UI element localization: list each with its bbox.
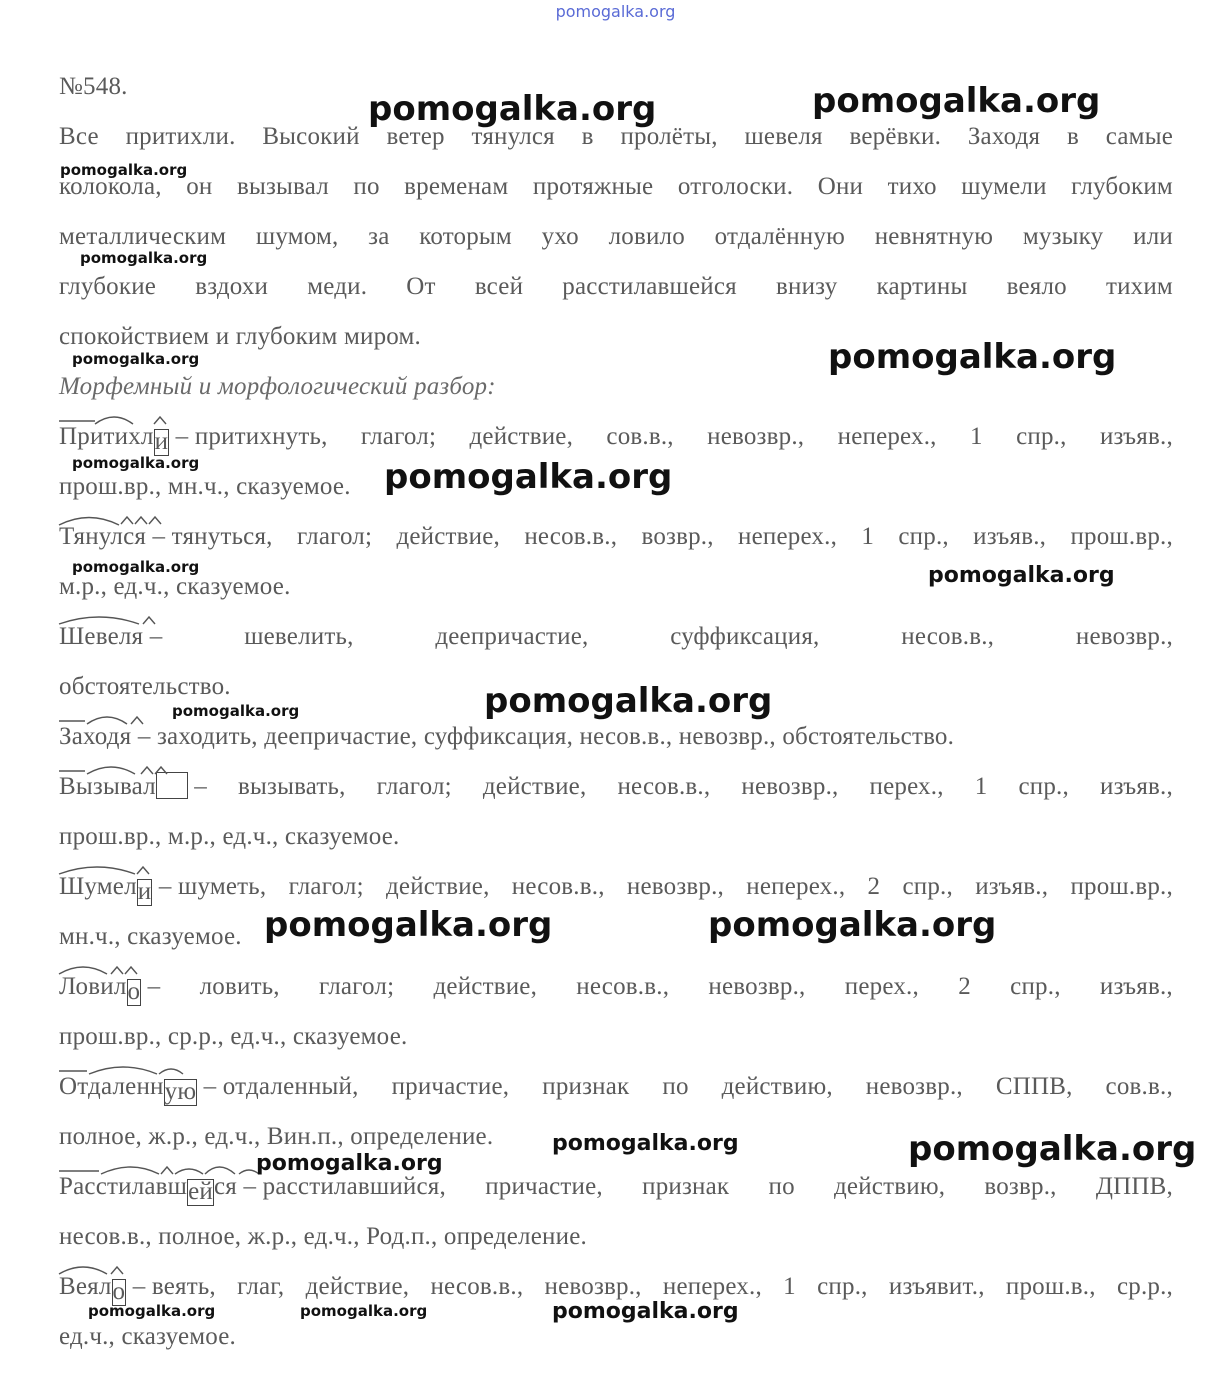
- watermark: pomogalka.org: [256, 1151, 443, 1176]
- word: ср.р.,: [1116, 1273, 1173, 1300]
- word: глагол;: [376, 773, 452, 800]
- word: временам: [404, 173, 509, 200]
- analysis-line: [59, 1222, 1173, 1252]
- word: суффиксация,: [670, 623, 820, 650]
- postfix: ся: [214, 1173, 238, 1200]
- watermark: pomogalka.org: [384, 457, 673, 497]
- analysis-line: [59, 522, 1173, 552]
- word: он: [186, 173, 213, 200]
- analyzed-word: [59, 1172, 237, 1206]
- word: – шуметь,: [158, 873, 267, 900]
- paragraph-line: [59, 172, 1173, 202]
- word: глаг,: [237, 1273, 285, 1300]
- word: прош.вр.,: [1070, 523, 1173, 550]
- word: [59, 1072, 359, 1106]
- word: по: [768, 1173, 795, 1200]
- word: ветер: [386, 123, 445, 150]
- analyzed-word: [59, 972, 141, 1006]
- word-stem: Притихл: [59, 423, 154, 450]
- word: верёвки.: [849, 123, 942, 150]
- word: спокойствием и глубоким миром.: [59, 323, 421, 350]
- word: СППВ,: [995, 1073, 1073, 1100]
- paragraph-line: [59, 272, 1173, 302]
- watermark: pomogalka.org: [828, 337, 1117, 377]
- analyzed-word: [59, 622, 143, 652]
- word: пролёты,: [620, 123, 718, 150]
- word: по: [353, 173, 380, 200]
- word: – заходить, деепричастие, суффиксация, несов.в., невозвр., обстоятельство.: [131, 723, 955, 750]
- word: невозвр.,: [865, 1073, 963, 1100]
- watermark: pomogalka.org: [72, 558, 200, 576]
- word: внизу: [776, 273, 838, 300]
- word: признак: [642, 1173, 730, 1200]
- word: глубокие: [59, 273, 157, 300]
- word: несов.в., полное, ж.р., ед.ч., Род.п., определение.: [59, 1223, 587, 1250]
- word: по: [662, 1073, 689, 1100]
- word: прош.вр., м.р., ед.ч., сказуемое.: [59, 823, 400, 850]
- word: [59, 972, 160, 1006]
- word: отдалённую: [714, 223, 845, 250]
- analysis-line: [59, 622, 1173, 652]
- watermark: pomogalka.org: [172, 702, 300, 720]
- watermark: pomogalka.org: [812, 81, 1101, 121]
- word: возвр.,: [984, 1173, 1057, 1200]
- word: всей: [474, 273, 524, 300]
- watermark: pomogalka.org: [908, 1129, 1197, 1169]
- word-stem: Вызывал: [59, 773, 156, 800]
- word: От: [406, 273, 436, 300]
- word: 1: [861, 523, 875, 550]
- word: неперех.,: [738, 523, 838, 550]
- analysis-line: [59, 1322, 1173, 1352]
- word: неперех.,: [746, 873, 846, 900]
- word: ед.ч., сказуемое.: [59, 1323, 237, 1350]
- analyzed-word: [59, 1072, 197, 1106]
- word-stem: Ловил: [59, 973, 127, 1000]
- word: невозвр.,: [626, 873, 724, 900]
- analyzed-word: [59, 422, 169, 456]
- word: глубоким: [1071, 173, 1173, 200]
- word: несов.в.,: [524, 523, 618, 550]
- analysis-line: [59, 1072, 1173, 1106]
- word: действие,: [469, 423, 574, 450]
- word: прош.вр., ср.р., ед.ч., сказуемое.: [59, 1023, 408, 1050]
- word: –: [147, 973, 161, 1000]
- word-stem: Веял: [59, 1273, 112, 1300]
- word: м.р., ед.ч., сказуемое.: [59, 573, 291, 600]
- word: Все: [59, 123, 99, 150]
- watermark: pomogalka.org: [60, 161, 188, 179]
- ending-box: о: [127, 978, 141, 1005]
- word-stem: Тянулся: [59, 523, 147, 550]
- ending-box: ую: [164, 1078, 197, 1105]
- word: изъяв.,: [973, 523, 1047, 550]
- word: вызывать,: [238, 773, 346, 800]
- word: шумом,: [255, 223, 339, 250]
- analysis-line: [59, 772, 1173, 802]
- word: колокола,: [59, 173, 162, 200]
- word: полное, ж.р., ед.ч., Вин.п., определение.: [59, 1123, 494, 1150]
- word: или: [1133, 223, 1173, 250]
- word: прош.вр., мн.ч., сказуемое.: [59, 473, 351, 500]
- word: Заходя: [967, 123, 1041, 150]
- word: металлическим: [59, 223, 227, 250]
- word: действие,: [396, 523, 500, 550]
- word: неперех.,: [662, 1273, 762, 1300]
- ending-box: и: [154, 428, 169, 455]
- word: изъяв.,: [1100, 773, 1173, 800]
- word: прош.вр.,: [1070, 873, 1173, 900]
- word: несов.в.,: [617, 773, 711, 800]
- word: Высокий: [262, 123, 360, 150]
- word: действию,: [721, 1073, 833, 1100]
- word: – тянуться,: [152, 523, 273, 550]
- word: невозвр.,: [544, 1273, 642, 1300]
- word: изъяв.,: [1099, 423, 1173, 450]
- word: [59, 1172, 446, 1206]
- word: [59, 872, 266, 906]
- watermark: pomogalka.org: [80, 249, 208, 267]
- word: – веять,: [132, 1273, 216, 1300]
- analyzed-word: [59, 1272, 126, 1306]
- analysis-line: [59, 822, 1173, 852]
- word: – притихнуть,: [175, 423, 328, 450]
- word: –: [149, 623, 163, 650]
- word: невозвр.,: [707, 423, 805, 450]
- word: действие,: [482, 773, 587, 800]
- word: невозвр.,: [1075, 623, 1173, 650]
- word: глагол;: [296, 523, 373, 550]
- word: ловило: [608, 223, 685, 250]
- analysis-line: [59, 422, 1173, 456]
- word: шевелить,: [244, 623, 354, 650]
- word: – отдаленный,: [203, 1073, 359, 1100]
- word-stem: Расстилавш: [59, 1173, 188, 1200]
- watermark: pomogalka.org: [88, 1302, 216, 1320]
- word: несов.в.,: [576, 973, 670, 1000]
- word: отголоски.: [677, 173, 794, 200]
- word: изъяв.,: [975, 873, 1049, 900]
- word: перех.,: [869, 773, 944, 800]
- word: перех.,: [844, 973, 919, 1000]
- analyzed-word: [59, 723, 131, 750]
- word: спр.,: [1016, 423, 1067, 450]
- watermark: pomogalka.org: [264, 905, 553, 945]
- watermark: pomogalka.org: [72, 350, 200, 368]
- word: действию,: [834, 1173, 946, 1200]
- word: глагол;: [288, 873, 364, 900]
- word: прош.в.,: [1005, 1273, 1096, 1300]
- word: причастие,: [391, 1073, 510, 1100]
- word-stem: Шевеля: [59, 623, 144, 650]
- word: изъявит.,: [888, 1273, 985, 1300]
- watermark: pomogalka.org: [552, 1131, 739, 1156]
- word: притихли.: [125, 123, 236, 150]
- word: невозвр.,: [708, 973, 806, 1000]
- word: спр.,: [817, 1273, 868, 1300]
- word: причастие,: [485, 1173, 603, 1200]
- word: несов.в.,: [511, 873, 605, 900]
- exercise-number: №548.: [59, 73, 128, 100]
- word: глагол;: [360, 423, 437, 450]
- word: [59, 522, 273, 552]
- word: –: [194, 773, 207, 800]
- analysis-line: [59, 1022, 1173, 1052]
- ending-box: о: [112, 1278, 126, 1305]
- word: тихим: [1105, 273, 1173, 300]
- word: несов.в.,: [430, 1273, 524, 1300]
- word: картины: [876, 273, 968, 300]
- word: ухо: [541, 223, 579, 250]
- word: действие,: [305, 1273, 410, 1300]
- word: спр.,: [1018, 773, 1069, 800]
- word-stem: Отдаленн: [59, 1073, 164, 1100]
- word: [59, 772, 207, 802]
- analysis-line: [59, 722, 1173, 752]
- word: 1: [970, 423, 983, 450]
- word: расстилавшейся: [562, 273, 737, 300]
- word: Они: [817, 173, 864, 200]
- watermark: pomogalka.org: [552, 1299, 739, 1324]
- word: глагол;: [319, 973, 395, 1000]
- word: [59, 422, 328, 456]
- word: вздохи: [195, 273, 269, 300]
- word: невозвр.,: [741, 773, 839, 800]
- watermark: pomogalka.org: [72, 454, 200, 472]
- ending-box: и: [137, 878, 152, 905]
- word: протяжные: [532, 173, 654, 200]
- word: несов.в.,: [901, 623, 995, 650]
- word: 2: [867, 873, 881, 900]
- analysis-line: [59, 1172, 1173, 1206]
- word: веяло: [1006, 273, 1067, 300]
- word: [59, 622, 162, 652]
- word: ловить,: [199, 973, 280, 1000]
- analysis-line: [59, 972, 1173, 1006]
- word: в: [1066, 123, 1079, 150]
- watermark: pomogalka.org: [368, 89, 657, 129]
- word: спр.,: [898, 523, 949, 550]
- word: шевеля: [744, 123, 823, 150]
- word: обстоятельство.: [59, 673, 231, 700]
- word: сов.в.,: [606, 423, 674, 450]
- word: тихо: [887, 173, 937, 200]
- paragraph-line: [59, 222, 1173, 252]
- watermark: pomogalka.org: [708, 905, 997, 945]
- word: вызывал: [236, 173, 329, 200]
- word: 2: [958, 973, 971, 1000]
- analyzed-word: [59, 872, 152, 906]
- word: [59, 1272, 216, 1306]
- word: признак: [542, 1073, 630, 1100]
- word: спр.,: [1010, 973, 1061, 1000]
- word: возвр.,: [641, 523, 714, 550]
- word: 1: [974, 773, 988, 800]
- section-title: Морфемный и морфологический разбор:: [59, 373, 496, 400]
- ending-box: [156, 772, 188, 799]
- word: мн.ч., сказуемое.: [59, 923, 242, 950]
- word: неперех.,: [837, 423, 937, 450]
- word: действие,: [386, 873, 490, 900]
- word: за: [368, 223, 390, 250]
- analyzed-word: [59, 522, 146, 552]
- word: которым: [419, 223, 512, 250]
- analyzed-word: [59, 772, 188, 802]
- word: сов.в.,: [1105, 1073, 1173, 1100]
- word: действие,: [433, 973, 538, 1000]
- analysis-line: [59, 922, 1173, 952]
- word: невнятную: [874, 223, 994, 250]
- word: шумели: [961, 173, 1047, 200]
- word: 1: [783, 1273, 796, 1300]
- word-stem: Шумел: [59, 873, 137, 900]
- word: тянулся: [471, 123, 555, 150]
- analysis-line: [59, 872, 1173, 906]
- watermark: pomogalka.org: [484, 681, 773, 721]
- word-stem: Заходя: [59, 723, 132, 750]
- word: спр.,: [902, 873, 953, 900]
- word: в: [581, 123, 594, 150]
- ending-box: ей: [188, 1178, 214, 1205]
- word: музыку: [1022, 223, 1104, 250]
- watermark: pomogalka.org: [300, 1302, 428, 1320]
- word: самые: [1105, 123, 1173, 150]
- word: – расстилавшийся,: [243, 1173, 446, 1200]
- word: деепричастие,: [435, 623, 589, 650]
- site-header-link[interactable]: pomogalka.org: [555, 2, 676, 21]
- watermark: pomogalka.org: [928, 563, 1115, 588]
- word: изъяв.,: [1099, 973, 1173, 1000]
- word: меди.: [307, 273, 368, 300]
- word: ДППВ,: [1095, 1173, 1173, 1200]
